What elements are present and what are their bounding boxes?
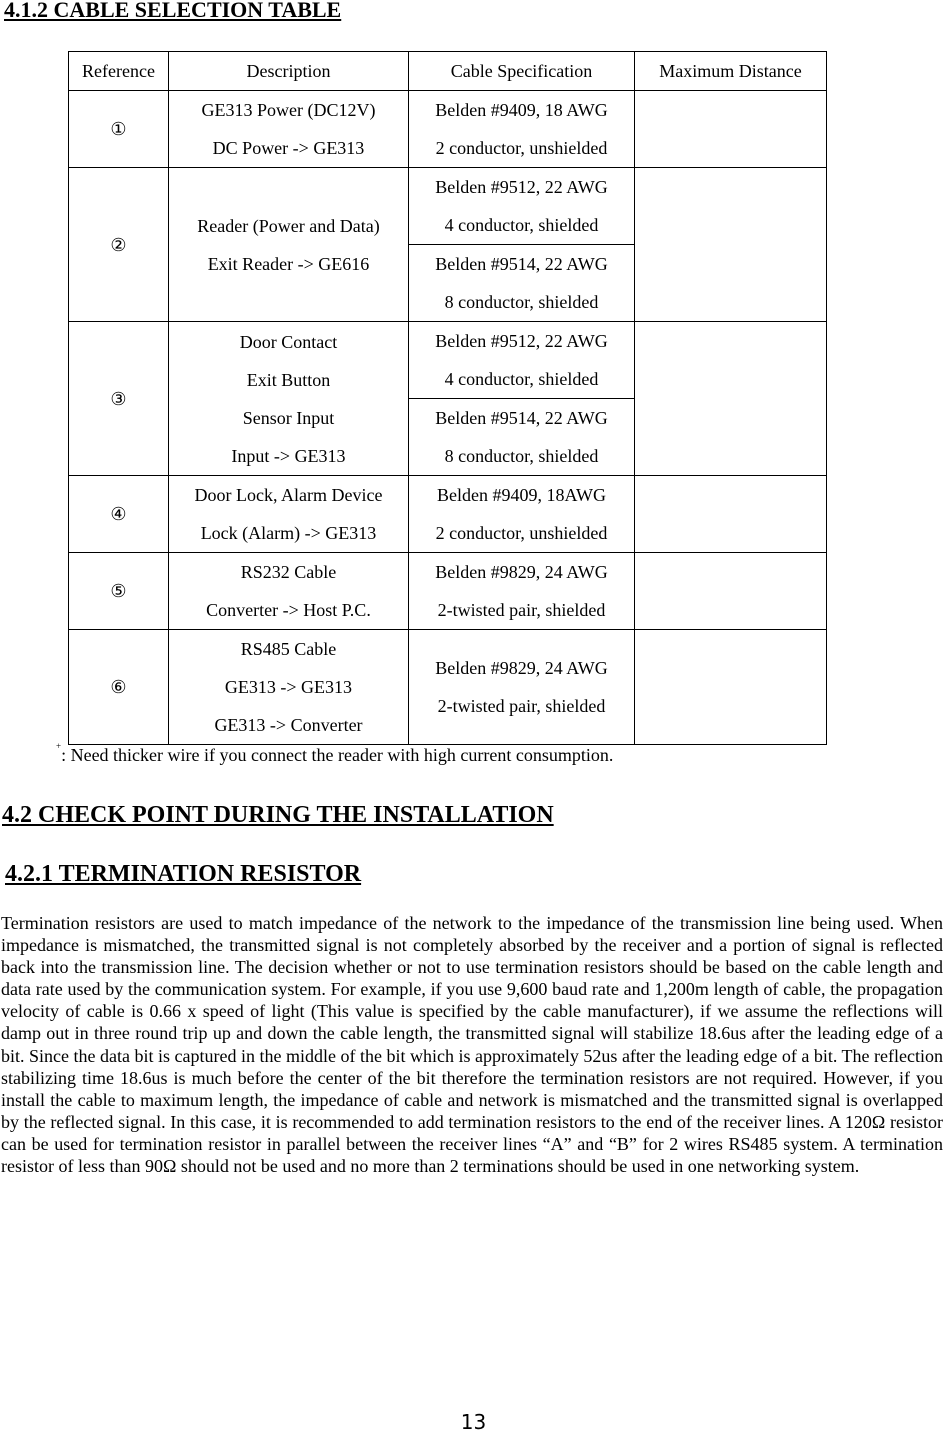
footnote-marker: +	[56, 741, 62, 751]
termination-resistor-paragraph: Termination resistors are used to match impedance of the network to the impedance of the transmission line being used. When impedance is mismatched, the transmitted signal is not completely absorbed by the receiver and a portion of signal is reflected back into the transmission line. The decision whether or not to use termination resistors should be based on the cable length and data rate used by the communication system. For example, if you use 9,600 baud rate and 1,200m length of cable, the propagation velocity of cable is 0.66 x speed of light (This value is specified by the cable manufacturer), if we assume the reflections will damp out in three round trip up and down the cable length, the transmitted signal will stabilize 18.6us after the leading edge of a bit. Since the data bit is captured in the middle of the bit which is approximately 52us after the leading edge of a bit. The reflection stabilizing time 18.6us is much before the center of the bit therefore the termination resistors are not required. However, if you install the cable to maximum length, the impedance of cable and network is mismatched and the transmitted signal is overlapped by the reflected signal. In this case, it is recommended to add termination resistors to the end of the receiver lines. A 120Ω resistor can be used for termination resistor in parallel between the receiver lines “A” and “B” for 2 wires RS485 system. A termination resistor of less than 90Ω should not be used and no more than 2 terminations should be used in one networking system.	[1, 913, 943, 1177]
header-reference: Reference	[69, 52, 169, 91]
max-distance-cell	[635, 91, 827, 168]
description-line: Sensor Input	[242, 407, 335, 428]
footnote-text: : Need thicker wire if you connect the reader with high current consumption.	[61, 745, 614, 765]
cable-spec-cell	[409, 322, 635, 399]
reference-cell: ②	[69, 168, 169, 322]
description-line: Reader (Power and Data)	[197, 215, 380, 236]
cable-spec-line: 2 conductor, unshielded	[435, 523, 608, 543]
section-title-check-point: 4.2 CHECK POINT DURING THE INSTALLATION	[2, 802, 554, 828]
section-title-termination-resistor: 4.2.1 TERMINATION RESISTOR	[5, 861, 362, 887]
max-distance-cell	[635, 322, 827, 476]
description-line: GE313 Power (DC12V)	[201, 100, 376, 120]
table-footnote	[56, 741, 614, 766]
cable-spec-line: 8 conductor, shielded	[444, 446, 599, 466]
description-line: Converter -> Host P.C.	[206, 600, 371, 620]
max-distance-cell	[635, 553, 827, 630]
description-line: Door Lock, Alarm Device	[194, 485, 383, 505]
cable-spec-line: 2 conductor, unshielded	[435, 138, 608, 158]
description-cell	[169, 322, 409, 476]
cable-selection-table	[68, 51, 827, 745]
cable-spec-cell	[409, 91, 635, 168]
reference-cell: ①	[69, 91, 169, 168]
cable-spec-line: Belden #9514, 22 AWG	[435, 408, 608, 428]
max-distance-cell	[635, 168, 827, 322]
description-cell	[169, 630, 409, 745]
description-line: GE313 -> Converter	[214, 715, 363, 735]
description-cell	[169, 168, 409, 322]
table-row	[69, 553, 827, 630]
cable-spec-line: Belden #9829, 24 AWG	[435, 658, 608, 678]
table-row	[69, 91, 827, 168]
header-cable-specification: Cable Specification	[409, 52, 635, 91]
reference-cell: ⑤	[69, 553, 169, 630]
table-row	[69, 476, 827, 553]
description-line: DC Power -> GE313	[212, 138, 365, 158]
description-line: Input -> GE313	[231, 445, 346, 466]
description-line: RS232 Cable	[240, 562, 337, 582]
cable-spec-line: Belden #9409, 18 AWG	[435, 100, 608, 120]
cable-spec-line: 4 conductor, shielded	[444, 369, 599, 389]
description-line: GE313 -> GE313	[224, 677, 353, 697]
cable-spec-line: Belden #9514, 22 AWG	[435, 254, 608, 274]
description-cell	[169, 553, 409, 630]
cable-spec-cell	[409, 245, 635, 322]
cable-spec-cell	[409, 630, 635, 745]
table-header-row	[69, 52, 827, 91]
reference-cell: ③	[69, 322, 169, 476]
header-maximum-distance: Maximum Distance	[635, 52, 827, 91]
section-title-cable-selection: 4.1.2 CABLE SELECTION TABLE	[4, 0, 342, 22]
cable-spec-line: Belden #9512, 22 AWG	[435, 177, 608, 197]
reference-cell: ⑥	[69, 630, 169, 745]
table-row	[69, 168, 827, 245]
cable-spec-line: 2-twisted pair, shielded	[437, 600, 606, 620]
cable-spec-cell	[409, 553, 635, 630]
page-number: 13	[460, 1410, 487, 1434]
max-distance-cell	[635, 630, 827, 745]
description-line: Exit Reader -> GE616	[207, 253, 370, 274]
header-description: Description	[169, 52, 409, 91]
cable-spec-line: Belden #9409, 18AWG	[436, 485, 607, 505]
cable-spec-line: 8 conductor, shielded	[444, 292, 599, 312]
description-cell	[169, 476, 409, 553]
cable-spec-line: Belden #9512, 22 AWG	[435, 331, 608, 351]
cable-spec-line: Belden #9829, 24 AWG	[435, 562, 608, 582]
reference-cell: ④	[69, 476, 169, 553]
description-line: Lock (Alarm) -> GE313	[200, 523, 377, 543]
cable-spec-cell	[409, 476, 635, 553]
cable-spec-cell	[409, 168, 635, 245]
table-row	[69, 630, 827, 745]
description-line: Door Contact	[239, 331, 338, 352]
description-line: RS485 Cable	[240, 639, 337, 659]
description-cell	[169, 91, 409, 168]
cable-spec-cell	[409, 399, 635, 476]
description-line: Exit Button	[246, 369, 331, 390]
max-distance-cell	[635, 476, 827, 553]
table-row	[69, 322, 827, 399]
cable-spec-line: 2-twisted pair, shielded	[437, 696, 606, 716]
cable-spec-line: 4 conductor, shielded	[444, 215, 599, 235]
